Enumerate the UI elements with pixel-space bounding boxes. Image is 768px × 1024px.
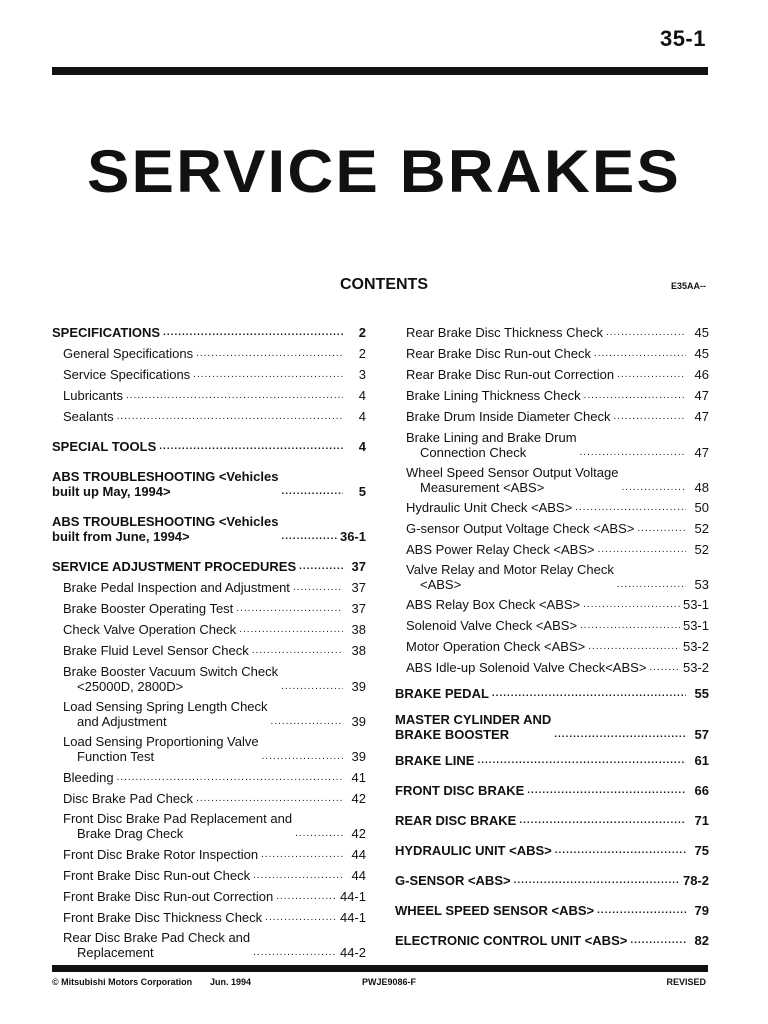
toc-entry-page: 37 — [351, 580, 366, 595]
toc-entry — [395, 618, 709, 633]
toc-entry — [395, 639, 709, 654]
toc-entry — [395, 465, 709, 495]
toc-entry-label: Front Brake Disc Thickness Check — [63, 910, 263, 925]
toc-entry-label: Front Brake Disc Run-out Check — [63, 868, 251, 883]
dot-leader — [594, 346, 686, 361]
footer-status: REVISED — [666, 977, 706, 987]
toc-entry-label: HYDRAULIC UNIT <ABS> — [395, 843, 552, 858]
toc-entry-page: 37 — [351, 559, 366, 574]
toc-entry-label-continued: built from June, 1994> — [52, 529, 190, 544]
dot-leader — [299, 559, 343, 574]
toc-entry-label: Front Brake Disc Run-out Correction — [63, 889, 274, 904]
toc-entry-label: SPECIAL TOOLS — [52, 439, 157, 454]
toc-entry — [52, 734, 366, 764]
toc-entry-page: 39 — [351, 679, 366, 694]
toc-entry — [395, 500, 709, 515]
toc-entry-page: 53-1 — [682, 618, 709, 633]
toc-entry — [52, 847, 366, 862]
document-code: E35AA-- — [670, 281, 706, 291]
dot-leader — [598, 542, 686, 557]
toc-entry-label: ABS TROUBLESHOOTING <Vehicles — [52, 469, 279, 484]
dot-leader — [117, 409, 343, 424]
toc-entry-label-continued: Brake Drag Check — [77, 826, 184, 841]
toc-entry-page: 57 — [694, 727, 709, 742]
dot-leader — [583, 597, 680, 612]
toc-entry-label: Front Disc Brake Pad Replacement and — [63, 811, 293, 826]
dot-leader — [252, 643, 343, 658]
toc-entry-page: 44-2 — [339, 945, 366, 960]
toc-entry-label: SPECIFICATIONS — [52, 325, 161, 340]
dot-leader — [126, 388, 343, 403]
toc-entry-label: WHEEL SPEED SENSOR <ABS> — [395, 903, 595, 918]
toc-entry — [395, 346, 709, 361]
dot-leader — [649, 660, 680, 675]
dot-leader — [265, 910, 337, 925]
toc-entry-page: 36-1 — [339, 529, 366, 544]
toc-entry-page: 52 — [694, 542, 709, 557]
toc-entry-page: 38 — [351, 643, 366, 658]
dot-leader — [281, 484, 343, 499]
toc-entry-label-continued: Measurement <ABS> — [420, 480, 545, 495]
dot-leader — [580, 618, 680, 633]
dot-leader — [597, 903, 686, 918]
toc-entry — [395, 409, 709, 424]
toc-entry-label: G-sensor Output Voltage Check <ABS> — [406, 521, 635, 536]
toc-entry-label: Front Disc Brake Rotor Inspection — [63, 847, 259, 862]
toc-entry — [52, 388, 366, 403]
toc-entry-page: 4 — [358, 409, 366, 424]
toc-entry-label: Hydraulic Unit Check <ABS> — [406, 500, 573, 515]
toc-entry-page: 38 — [351, 622, 366, 637]
dot-leader — [261, 847, 343, 862]
toc-entry-label: Lubricants — [63, 388, 123, 403]
toc-entry-page: 61 — [694, 753, 709, 768]
toc-entry-label: ABS Relay Box Check <ABS> — [406, 597, 581, 612]
dot-leader — [253, 945, 337, 960]
toc-entry-page: 53-2 — [682, 639, 709, 654]
dot-leader — [588, 639, 680, 654]
toc-entry-page: 4 — [358, 439, 366, 454]
toc-entry-label: ABS Idle-up Solenoid Valve Check<ABS> — [406, 660, 647, 675]
toc-entry — [395, 430, 709, 460]
toc-entry-label: Wheel Speed Sensor Output Voltage — [406, 465, 619, 480]
toc-entry — [52, 910, 366, 925]
toc-entry — [52, 664, 366, 694]
footer-code: PWJE9086-F — [362, 977, 417, 987]
toc-entry — [52, 514, 366, 544]
toc-entry — [395, 783, 709, 798]
toc-entry-page: 5 — [358, 484, 366, 499]
toc-entry-page: 53 — [694, 577, 709, 592]
toc-entry-page: 66 — [694, 783, 709, 798]
toc-entry-page: 45 — [694, 325, 709, 340]
toc-entry-label: Check Valve Operation Check — [63, 622, 237, 637]
toc-entry-label: Brake Booster Vacuum Switch Check — [63, 664, 279, 679]
toc-entry — [395, 521, 709, 536]
dot-leader — [276, 889, 337, 904]
dot-leader — [555, 843, 686, 858]
toc-entry-label-continued: Replacement — [77, 945, 154, 960]
toc-entry-page: 39 — [351, 749, 366, 764]
toc-entry-page: 45 — [694, 346, 709, 361]
toc-entry — [52, 622, 366, 637]
toc-entry-label: Solenoid Valve Check <ABS> — [406, 618, 578, 633]
toc-entry-page: 47 — [694, 409, 709, 424]
toc-entry — [52, 439, 366, 454]
toc-entry-label: FRONT DISC BRAKE — [395, 783, 525, 798]
toc-entry-label: Brake Booster Operating Test — [63, 601, 234, 616]
toc-entry — [52, 409, 366, 424]
toc-entry-page: 75 — [694, 843, 709, 858]
page-title: SERVICE BRAKES — [87, 138, 681, 205]
toc-entry — [395, 712, 709, 742]
toc-entry-page: 2 — [358, 325, 366, 340]
toc-entry — [52, 580, 366, 595]
contents-heading: CONTENTS — [340, 276, 428, 293]
dot-leader — [477, 753, 686, 768]
dot-leader — [159, 439, 343, 454]
toc-entry-page: 44-1 — [339, 910, 366, 925]
toc-entry-page: 82 — [694, 933, 709, 948]
dot-leader — [239, 622, 343, 637]
dot-leader — [575, 500, 686, 515]
toc-entry-label-continued: built up May, 1994> — [52, 484, 171, 499]
toc-entry-page: 46 — [694, 367, 709, 382]
footer-date: Jun. 1994 — [210, 977, 252, 987]
toc-entry-page: 44 — [351, 847, 366, 862]
toc-entry-label: Load Sensing Spring Length Check — [63, 699, 268, 714]
toc-entry-label: Brake Drum Inside Diameter Check — [406, 409, 611, 424]
toc-entry — [52, 601, 366, 616]
dot-leader — [621, 480, 686, 495]
dot-leader — [236, 601, 343, 616]
toc-entry-label: Brake Lining Thickness Check — [406, 388, 581, 403]
dot-leader — [163, 325, 343, 340]
toc-entry — [395, 367, 709, 382]
toc-entry-label-continued: Function Test — [77, 749, 155, 764]
dot-leader — [196, 346, 343, 361]
toc-entry — [52, 367, 366, 382]
dot-leader — [281, 679, 343, 694]
toc-entry-page: 2 — [358, 346, 366, 361]
toc-entry-label: Valve Relay and Motor Relay Check — [406, 562, 614, 577]
toc-entry — [395, 542, 709, 557]
dot-leader — [617, 367, 686, 382]
toc-entry — [395, 597, 709, 612]
toc-entry — [52, 325, 366, 340]
toc-entry-page: 50 — [694, 500, 709, 515]
toc-entry — [395, 686, 709, 701]
toc-entry-label: Brake Pedal Inspection and Adjustment — [63, 580, 290, 595]
toc-entry-page: 3 — [358, 367, 366, 382]
dot-leader — [617, 577, 686, 592]
toc-entry — [52, 469, 366, 499]
toc-entry-label: Motor Operation Check <ABS> — [406, 639, 586, 654]
toc-entry-label-continued: BRAKE BOOSTER — [395, 727, 510, 742]
toc-entry-label-continued: <ABS> — [420, 577, 462, 592]
toc-entry — [52, 559, 366, 574]
dot-leader — [519, 813, 686, 828]
toc-entry-page: 79 — [694, 903, 709, 918]
toc-entry-page: 53-1 — [682, 597, 709, 612]
toc-entry-page: 78-2 — [682, 873, 709, 888]
dot-leader — [196, 791, 343, 806]
toc-entry — [395, 562, 709, 592]
toc-entry-label-continued: <25000D, 2800D> — [77, 679, 184, 694]
toc-entry — [52, 643, 366, 658]
toc-entry-page: 53-2 — [682, 660, 709, 675]
toc-entry-label-continued: Connection Check — [420, 445, 527, 460]
dot-leader — [295, 826, 343, 841]
dot-leader — [281, 529, 337, 544]
toc-entry — [395, 753, 709, 768]
dot-leader — [193, 367, 343, 382]
toc-entry-label: ABS Power Relay Check <ABS> — [406, 542, 595, 557]
toc-entry — [52, 868, 366, 883]
toc-entry — [395, 843, 709, 858]
dot-leader — [271, 714, 343, 729]
toc-entry — [52, 791, 366, 806]
toc-entry-page: 39 — [351, 714, 366, 729]
bottom-rule — [52, 965, 708, 972]
toc-entry-label: Rear Brake Disc Thickness Check — [406, 325, 603, 340]
toc-entry-label: Rear Brake Disc Run-out Check — [406, 346, 591, 361]
toc-entry — [395, 660, 709, 675]
toc-entry-page: 41 — [351, 770, 366, 785]
toc-entry — [395, 325, 709, 340]
toc-entry-page: 47 — [694, 445, 709, 460]
toc-entry — [395, 873, 709, 888]
dot-leader — [262, 749, 343, 764]
toc-entry-page: 71 — [694, 813, 709, 828]
toc-entry — [52, 770, 366, 785]
toc-entry-label: ABS TROUBLESHOOTING <Vehicles — [52, 514, 279, 529]
toc-entry — [52, 930, 366, 960]
toc-entry-page: 42 — [351, 826, 366, 841]
toc-entry-label: MASTER CYLINDER AND — [395, 712, 552, 727]
dot-leader — [580, 445, 686, 460]
toc-entry-label: Disc Brake Pad Check — [63, 791, 194, 806]
toc-entry-label: Brake Fluid Level Sensor Check — [63, 643, 249, 658]
toc-entry-label: Bleeding — [63, 770, 114, 785]
toc-entry-label: ELECTRONIC CONTROL UNIT <ABS> — [395, 933, 628, 948]
dot-leader — [253, 868, 343, 883]
toc-entry-label: G-SENSOR <ABS> — [395, 873, 511, 888]
dot-leader — [554, 727, 686, 742]
toc-right-column — [395, 321, 709, 948]
toc-entry-label: Rear Brake Disc Run-out Correction — [406, 367, 615, 382]
toc-entry — [52, 889, 366, 904]
toc-entry — [395, 903, 709, 918]
toc-entry-page: 37 — [351, 601, 366, 616]
toc-entry — [395, 933, 709, 948]
toc-entry-label: SERVICE ADJUSTMENT PROCEDURES — [52, 559, 297, 574]
dot-leader — [630, 933, 686, 948]
toc-entry — [52, 811, 366, 841]
toc-entry-page: 52 — [694, 521, 709, 536]
dot-leader — [584, 388, 686, 403]
dot-leader — [527, 783, 686, 798]
toc-entry-page: 4 — [358, 388, 366, 403]
toc-entry-page: 44-1 — [339, 889, 366, 904]
footer-copyright: © Mitsubishi Motors Corporation — [52, 977, 193, 987]
toc-entry — [52, 346, 366, 361]
dot-leader — [514, 873, 680, 888]
top-rule — [52, 67, 708, 75]
dot-leader — [492, 686, 686, 701]
toc-entry-page: 48 — [694, 480, 709, 495]
toc-entry-label: Sealants — [63, 409, 114, 424]
toc-entry — [395, 388, 709, 403]
toc-entry-label: BRAKE PEDAL — [395, 686, 489, 701]
dot-leader — [606, 325, 686, 340]
toc-entry-label-continued: and Adjustment — [77, 714, 167, 729]
dot-leader — [613, 409, 686, 424]
toc-entry-label: Brake Lining and Brake Drum — [406, 430, 577, 445]
toc-entry-label: Load Sensing Proportioning Valve — [63, 734, 259, 749]
toc-entry — [52, 699, 366, 729]
toc-entry-label: General Specifications — [63, 346, 194, 361]
toc-left-column — [52, 321, 366, 960]
toc-entry-label: BRAKE LINE — [395, 753, 475, 768]
toc-entry-page: 44 — [351, 868, 366, 883]
dot-leader — [637, 521, 686, 536]
toc-entry-page: 42 — [351, 791, 366, 806]
page-number: 35-1 — [659, 26, 706, 51]
toc-entry-label: Rear Disc Brake Pad Check and — [63, 930, 251, 945]
toc-entry-label: REAR DISC BRAKE — [395, 813, 517, 828]
toc-entry-label: Service Specifications — [63, 367, 191, 382]
toc-entry-page: 55 — [694, 686, 709, 701]
toc-entry-page: 47 — [694, 388, 709, 403]
dot-leader — [293, 580, 343, 595]
toc-entry — [395, 813, 709, 828]
dot-leader — [117, 770, 343, 785]
